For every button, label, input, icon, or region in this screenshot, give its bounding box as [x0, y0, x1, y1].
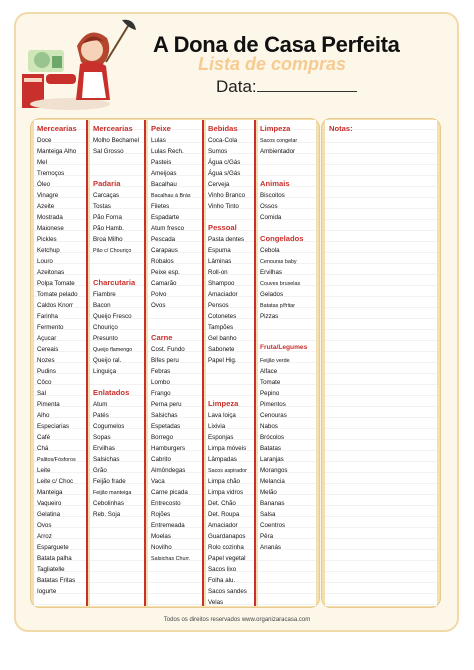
list-item: Vaqueiro	[37, 500, 62, 507]
list-item: Vinagre	[37, 192, 59, 199]
list-item: Batatas	[260, 445, 281, 452]
list-item: Carne picada	[151, 489, 188, 496]
list-item: Bananas	[260, 500, 285, 507]
list-item: Pudins	[37, 368, 56, 375]
list-item: Pensos	[208, 302, 229, 309]
list-item: Amaciador	[208, 291, 238, 298]
category-heading: Limpeza	[260, 124, 291, 133]
list-item: Limpa vidros	[208, 489, 244, 496]
date-underline	[257, 76, 357, 92]
list-item: Chouriço	[93, 324, 118, 331]
list-item: Pão Forna	[93, 214, 122, 221]
list-item: Morangos	[260, 467, 288, 474]
list-item: Água s/Gás	[208, 170, 241, 177]
list-item: Febras	[151, 368, 171, 375]
list-item: Tampões	[208, 324, 234, 331]
list-item: Queijo flamengo	[93, 347, 133, 353]
list-item: Sal	[37, 390, 46, 397]
list-item: Moelas	[151, 533, 171, 540]
page-subtitle: Lista de compras	[198, 54, 347, 74]
category-heading: Mercearias	[37, 124, 77, 133]
list-item: Batatas p/fritar	[260, 303, 296, 309]
list-item: Cereais	[37, 346, 59, 353]
list-item: Fermento	[37, 324, 64, 331]
list-item: Salsa	[260, 511, 276, 518]
list-item: Azeitonas	[37, 269, 65, 276]
list-item: Coca-Cola	[208, 137, 238, 144]
list-item: Sacos lixo	[208, 566, 237, 573]
list-item: Cebola	[260, 247, 280, 254]
list-item: Cost. Fundo	[151, 346, 185, 353]
list-item: Louro	[37, 258, 53, 265]
notes-column	[325, 120, 437, 606]
list-item: Farinha	[37, 313, 58, 320]
list-item: Novilho	[151, 544, 172, 551]
list-item: Pasta dentes	[208, 236, 245, 243]
list-item: Melancia	[260, 478, 285, 485]
list-item: Robalos	[151, 258, 174, 265]
list-item: Mel	[37, 159, 47, 166]
category-heading: Bebidas	[208, 124, 238, 133]
list-item: Bacon	[93, 302, 111, 309]
list-item: Shampoo	[208, 280, 235, 287]
list-item: Pimenta	[37, 401, 60, 408]
list-item: Lulas Rech.	[151, 148, 184, 155]
list-item: Coentros	[260, 522, 286, 529]
list-item: Gelados	[260, 291, 284, 298]
list-item: Leite c/ Choc	[37, 478, 74, 485]
category-heading: Peixe	[151, 124, 171, 133]
list-item: Sabonete	[208, 346, 235, 353]
list-item: Queijo ral.	[93, 357, 122, 364]
list-item: Amaciador	[208, 522, 238, 529]
list-item: Hamburgers	[151, 445, 186, 452]
list-item: Espetadas	[151, 423, 181, 430]
list-item: Perna peru	[151, 401, 182, 408]
list-item: Broa Milho	[93, 236, 123, 243]
list-item: Cenouras baby	[260, 259, 297, 265]
list-item: Maionese	[37, 225, 64, 232]
list-item: Cenouras	[260, 412, 287, 419]
list-item: Salsichas Churr.	[151, 556, 191, 562]
list-item: Lixivia	[208, 423, 226, 430]
list-item: Polvo	[151, 291, 167, 298]
list-item: Espadarte	[151, 214, 180, 221]
list-item: Pêra	[260, 533, 274, 540]
list-item: Nabos	[260, 423, 278, 430]
list-item: Vinho Tinto	[208, 203, 239, 210]
list-item: Limpa chão	[208, 478, 240, 485]
list-item: Bacalhau	[151, 181, 177, 188]
list-item: Papel Hig.	[208, 357, 237, 364]
list-item: Salsichas	[151, 412, 178, 419]
list-item: Salsichas	[93, 456, 120, 463]
list-item: Iogurte	[37, 588, 57, 595]
list-item: Chá	[37, 445, 49, 452]
list-item: Camarão	[151, 280, 177, 287]
list-item: Cogumelos	[93, 423, 125, 430]
list-item: Bacalhau à Brás	[151, 193, 191, 199]
list-item: Lâminas	[208, 258, 232, 265]
list-item: Ovos	[37, 522, 52, 529]
list-item: Água c/Gás	[208, 159, 241, 166]
list-item: Rojões	[151, 511, 171, 518]
list-item: Batatas Fritas	[37, 577, 76, 584]
list-item: Reb. Soja	[93, 511, 121, 518]
list-item: Ovos	[151, 302, 166, 309]
list-item: Tagliatelle	[37, 566, 65, 573]
list-item: Ambientador	[260, 148, 296, 155]
list-item: Entremeada	[151, 522, 185, 529]
list-item: Pescada	[151, 236, 176, 243]
list-item: Biscoitos	[260, 192, 285, 199]
list-item: Sal Grosso	[93, 148, 124, 155]
list-item: Ananás	[260, 544, 281, 551]
list-item: Tostas	[93, 203, 111, 210]
list-item: Cerveja	[208, 181, 230, 188]
list-item: Sacos congelar	[260, 138, 298, 144]
list-item: Patés	[93, 412, 109, 419]
category-heading: Enlatados	[93, 388, 130, 397]
list-item: Queijo Fresco	[93, 313, 132, 320]
list-item: Pizzas	[260, 313, 279, 320]
list-item: Batata palha	[37, 555, 72, 562]
list-item: Lâmpadas	[208, 456, 237, 463]
list-item: Folha alu.	[208, 577, 236, 584]
list-item: Azeite	[37, 203, 55, 210]
list-item: Entrecosto	[151, 500, 181, 507]
list-item: Sopas	[93, 434, 111, 441]
list-item: Melão	[260, 489, 277, 496]
footer-copyright: Todos os direitos reservados www.organizaracasa.com	[163, 617, 311, 623]
list-item: Feijão verde	[260, 358, 290, 364]
list-item: Velas	[208, 599, 224, 606]
list-item: Laranjas	[260, 456, 284, 463]
list-item: Atum	[93, 401, 108, 408]
list-item: Filetes	[151, 203, 170, 210]
list-item: Brócolos	[260, 434, 285, 441]
list-item: Feijão manteiga	[93, 490, 132, 496]
list-item: Açucar	[37, 335, 57, 342]
list-item: Manteiga Alho	[37, 148, 77, 155]
list-item: Pepino	[260, 390, 280, 397]
list-item: Sacos sandes	[208, 588, 247, 595]
list-item: Guardanapos	[208, 533, 246, 540]
category-heading: Animais	[260, 179, 290, 188]
list-item: Lombo	[151, 379, 170, 386]
list-item: Ossos	[260, 203, 278, 210]
list-item: Lulas	[151, 137, 166, 144]
list-item: Ketchup	[37, 247, 60, 254]
category-heading: Padaria	[93, 179, 121, 188]
list-item: Tremoços	[37, 170, 65, 177]
category-heading: Limpeza	[208, 399, 239, 408]
list-item: Couves bruxelas	[260, 281, 301, 287]
list-item: Carapaus	[151, 247, 178, 254]
list-item: Papel vegetal	[208, 555, 246, 562]
list-item: Tomate	[260, 379, 281, 386]
list-item: Pão c/ Chouriço	[93, 248, 132, 254]
list-item: Cabrito	[151, 456, 171, 463]
category-heading: Pessoal	[208, 223, 237, 232]
list-item: Alho	[37, 412, 50, 419]
list-item: Ervilhas	[93, 445, 116, 452]
list-item: Lava loiça	[208, 412, 236, 419]
list-item: Especiarias	[37, 423, 69, 430]
list-item: Tomate pelado	[37, 291, 78, 298]
list-item: Pimentos	[260, 401, 286, 408]
list-item: Nozes	[37, 357, 55, 364]
list-item: Roll-on	[208, 269, 228, 276]
list-item: Polpa Tomate	[37, 280, 75, 287]
list-item: Molho Bechamel	[93, 137, 140, 144]
list-item: Leite	[37, 467, 51, 474]
list-item: Doce	[37, 137, 52, 144]
category-heading: Charcutaria	[93, 278, 136, 287]
list-item: Fiambre	[93, 291, 116, 298]
list-item: Sumos	[208, 148, 228, 155]
list-item: Esponjas	[208, 434, 234, 441]
list-item: Vaca	[151, 478, 165, 485]
list-item: Det. Chão	[208, 500, 236, 507]
list-item: Grão	[93, 467, 107, 474]
category-heading: Mercearias	[93, 124, 133, 133]
list-item: Rolo cozinha	[208, 544, 244, 551]
list-item: Palitos/Fósforos	[37, 457, 76, 463]
list-item: Manteiga	[37, 489, 63, 496]
date-field	[216, 76, 357, 97]
list-item: Gel banho	[208, 335, 237, 342]
list-item: Caldos Knorr	[37, 302, 74, 309]
category-heading: Fruta/Legumes	[260, 344, 308, 351]
list-item: Carcaças	[93, 192, 120, 199]
list-item: Borrego	[151, 434, 174, 441]
list-item: Cotonetes	[208, 313, 237, 320]
list-item: Sacos aspirador	[208, 468, 247, 474]
date-label: Data:	[216, 77, 257, 96]
list-item: Óleo	[37, 181, 51, 188]
list-item: Arroz	[37, 533, 52, 540]
page-title: A Dona de Casa Perfeita	[153, 32, 400, 57]
list-item: Feijão frade	[93, 478, 126, 485]
list-item: Bifes peru	[151, 357, 179, 364]
list-item: Linguiça	[93, 368, 117, 375]
list-item: Cebolinhas	[93, 500, 124, 507]
list-item: Frango	[151, 390, 171, 397]
list-item: Mostrada	[37, 214, 63, 221]
list-item: Alface	[260, 368, 278, 375]
list-item: Pão Hamb.	[93, 225, 124, 232]
list-item: Atum fresco	[151, 225, 185, 232]
list-item: Presunto	[93, 335, 118, 342]
list-item: Café	[37, 434, 51, 441]
list-item: Det. Roupa	[208, 511, 240, 518]
list-item: Comida	[260, 214, 282, 221]
list-item: Peixe esp.	[151, 269, 180, 276]
list-item: Espuma	[208, 247, 231, 254]
list-item: Gelatina	[37, 511, 61, 518]
list-item: Vinho Branco	[208, 192, 246, 199]
list-item: Pasteis	[151, 159, 172, 166]
list-item: Côco	[37, 379, 52, 386]
list-item: Pickles	[37, 236, 57, 243]
list-item: Ameijoas	[151, 170, 177, 177]
list-item: Almôndegas	[151, 467, 186, 474]
category-heading: Congelados	[260, 234, 304, 243]
list-item: Ervilhas	[260, 269, 283, 276]
category-heading: Carne	[151, 333, 173, 342]
list-item: Limpa móveis	[208, 445, 247, 452]
list-item: Esparguete	[37, 544, 69, 551]
notes-label: Notas:	[329, 124, 353, 133]
housewife-illustration	[22, 16, 142, 112]
